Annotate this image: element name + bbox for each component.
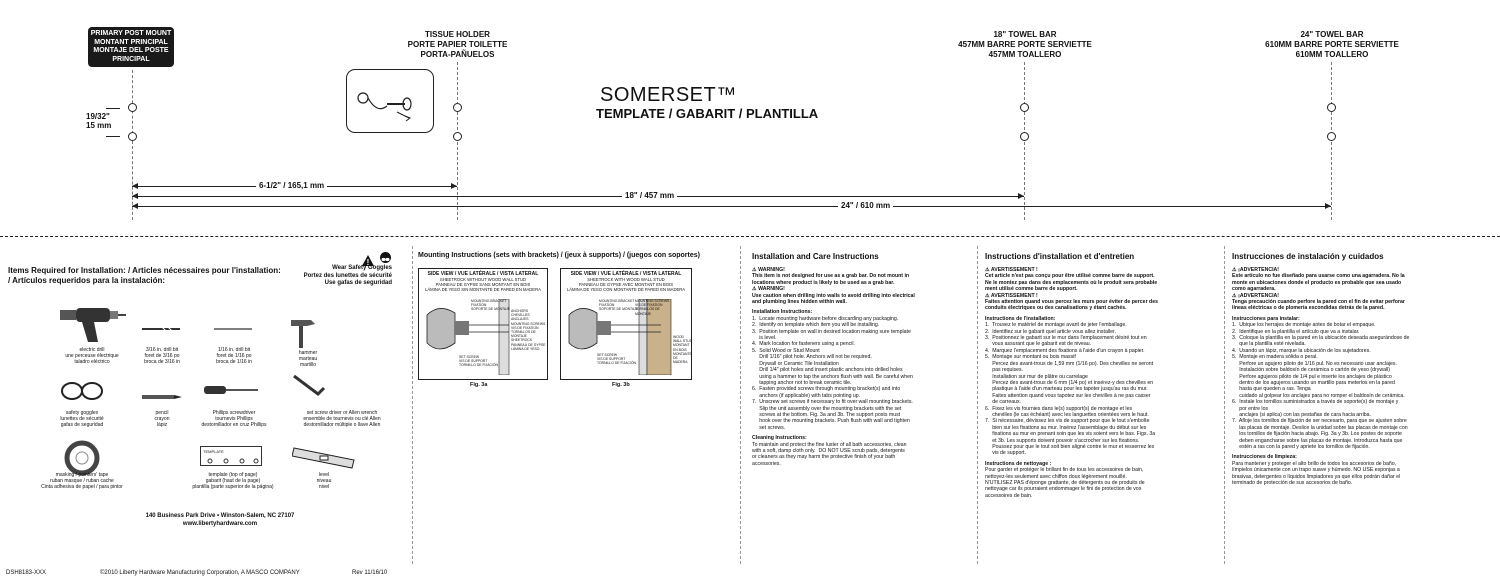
instruction-line: de carreaux. [985,399,1022,406]
spanish-title: Instrucciones de instalación y cuidados [1232,252,1384,261]
template-word: TEMPLATE [203,449,224,454]
company-address [100,512,340,528]
instruction-line: using a hammer to tap the anchors flush with wall. Be careful when [752,373,913,380]
fig-3a-label: ANCLAJES [511,317,529,322]
fig-3b-label: VIS DE SUPPORT [597,357,626,362]
tissue-holder-line: PORTE PAPIER TOILETTE [407,40,508,49]
spanish-inst-head: Instrucciones para instalar: [1232,315,1300,322]
instruction-line: cuidado al golpear los anclajes para no romper el baldosín de cerámica. [1232,392,1405,399]
care-line: To maintain and protect the fine luster of all bath accessories, clean [752,441,907,448]
instruction-line: pas requises. [985,367,1024,374]
spanish-warning-line: como agarradera. [1232,286,1276,293]
care-line: nettoyage car ils pourraient endommager le fini de protection de vos [985,486,1142,493]
fig-3a-label: VIS DE SUPPORT [459,359,488,364]
wear-goggles-note [300,265,392,288]
fig-3b-label: VIS DE FIXATION [635,303,663,308]
dimension-label-24: 24" / 610 mm [838,201,893,210]
tool-caption-line: template (top of page) [208,472,258,478]
tool-caption-line: 3/16 in. drill bit [145,347,179,353]
english-care-head: Cleaning Instructions: [752,435,807,442]
drill-bit-1-16-icon [214,320,254,338]
towel-24-line: 24" TOWEL BAR [1300,30,1364,39]
instruction-line: chevilles (le cas échéant) avec les languettes orientées vers le haut. [985,411,1149,418]
spanish-steps [1232,322,1494,450]
fig-3b-label: FIXATION [599,303,615,308]
pencil-icon [142,388,182,406]
fig-3a-label: MOUNTING SCREWS [511,321,546,326]
cut-line [0,236,1500,237]
care-line: terminado de protección de sus accesorios de baño. [1232,480,1353,486]
warning-icon [362,253,374,264]
french-warning-line: ment utilisé comme barre de support. [985,286,1078,293]
fig-3a-labels-left [471,299,515,312]
instruction-line: Instalación sobre baldosín de cerámica o cartón de yeso (drywall) [1232,367,1391,374]
mount-hole [1020,103,1029,112]
phillips-screwdriver-icon [204,382,260,403]
instruction-line: 6. Fasten provided screws through mounting bracket(s) and into [752,386,901,393]
fig-3b-label: SOPORTE DE MONTAJE [599,307,639,312]
tissue-holder-line: PORTA-PAÑUELOS [420,50,495,59]
items-required-heading [8,266,298,286]
fig-3a-label: LÁMINA DE YESO [511,346,540,351]
tool-caption-level [284,472,364,490]
fig-3b-label: TORNILLOS DE MONTAJE [635,307,660,316]
tool-caption-line: marteau [298,356,318,362]
fig-3a-label: SHEETROCK [511,338,533,343]
tool-caption-line: gafas de seguridad [60,422,104,428]
tool-caption-line: pencil [155,410,169,416]
instruction-line: 1. Locate mounting hardware before discarding any packaging. [752,315,899,322]
fig-3a-label: SOPORTE DE MONTAJE [471,307,511,312]
arrow-left [132,193,138,199]
svg-text:!: ! [366,258,370,266]
instruction-line: 4. Mark location for fasteners using a pencil. [752,341,855,348]
primary-mount-line: MONTAJE DEL POSTE [93,47,169,54]
french-warning-line: Cet article n'est pas conçu pour être utilisé comme barre de support. [985,273,1155,280]
instruction-line: 2. Identify on template which item you will be installing. [752,322,880,329]
instruction-line: fixations au mur en prenant soin que les vis soient vers le bas. Figs. 3a [985,431,1156,438]
tool-caption-line: niveau [316,478,332,484]
primary-mount-line: PRIMARY POST MOUNT [90,30,172,37]
tool-caption-line: level [318,472,330,478]
guide-line-towel-24 [1331,62,1332,220]
french-inst-head: Instructions de l'installation: [985,315,1056,322]
english-warning-line: Use caution when drilling into walls to avoid drilling into electrical [752,292,915,299]
spanish-care-head: Instrucciones de limpieza: [1232,454,1297,461]
french-warning-head: AVERTISSEMENT ! [990,267,1038,273]
fig-3a-label: VIS DE FIXATION [511,325,539,330]
instruction-line: tapping anchor not to break ceramic tile. [752,379,852,386]
dimension-label-6-5: 6-1/2" / 165,1 mm [256,181,327,190]
goggles-note-line: Use gafas de seguridad [324,280,392,286]
fig-3b-sub: LÁMINA DE YESO CON MONTANTE DE PARED EN MADERA [566,287,686,292]
instruction-line: anchors (if applicable) with tabs pointing up. [752,392,861,399]
tool-caption-line: gabarit (haut de la page) [205,478,261,484]
instruction-line: deben engancharse sobre las placas de montaje. Introduzca hasta que [1232,437,1403,444]
spanish-care [1232,461,1494,487]
instruction-line: screws at the bottom. Fig. 3a and 3b. The support posts must [752,411,901,418]
instruction-line: las placas de montaje. Deslice la unidad sobre las placas de montaje con [1232,424,1408,431]
mount-hole [1327,103,1336,112]
tool-caption-hammer [268,350,348,368]
template-subtitle: TEMPLATE / GABARIT / PLANTILLA [596,106,819,121]
mount-hole [128,132,137,141]
tissue-holder-icon [346,69,434,133]
instruction-line: Percez des avant-trous de 6 mm (1/4 po) et insérez-y des chevilles en [985,379,1154,386]
mount-hole [1020,132,1029,141]
fig-3a-sub: SHEETROCK WITHOUT WOOD WALL STUD [439,277,527,282]
instruction-line: set screws. [752,424,786,431]
fig-3b-label: MONTANTE DE MADERA [673,351,692,365]
instruction-line: dentro de los agujeros usando un martillo para meterlos en la pared [1232,379,1395,386]
instruction-line: 2. Identifiez sur le gabarit quel article vous allez installer. [985,328,1116,335]
instruction-line: 4. Usando un lápiz, marque la ubicación de los sujetadores. [1232,347,1371,354]
instruction-line: 6. Fixez les vis fournies dans le(s) support(s) de montage et les [985,405,1133,412]
items-title-line: / Artículos requeridos para la instalación: [8,276,166,285]
fig-3b-labels-screws [635,299,675,316]
instruction-line: 1. Trouvez le matériel de montage avant de jeter l'emballage. [985,322,1127,329]
instruction-line: Installation sur mur de plâtre ou carrelage [985,373,1088,380]
care-line: Pour garder et protéger le brillant fin de tous les accessoires de bain, [985,467,1144,474]
english-warning-line: and plumbing lines hidden within wall. [752,299,847,306]
spanish-instructions: Instrucciones de instalación y cuidados ⚠ ¡ADVERTENCIA! Este artículo no fue diseñado para usarse como una agarradera. No la monte en ubicaciones donde el producto es probable que sea usado como agarradera. ⚠ ¡ADVERTENCIA! Tenga precaución cuando perfore la pared con el fin de evitar perforar líneas eléctricas o de plomería escondidas detrás de la pared. Instrucciones para instalar: 1. Ubique los herrajes de montaje antes de botar el empaque. 2. Identifique en la plantilla el artículo que va a instalar. 3. Coloque la plantilla en la pared en la ubicación deseada asegurándose de que la plantilla esté nivelada. 4. Usando un lápiz, marque la ubicación de los sujetadores. 5. Montaje en madera sólida o peral. Perfore un agujero piloto de 1/16 pul. No es necesario usar anclajes. Instalación sobre baldosín de cerámica o cartón de yeso (drywall) Perfore agujeros piloto de 1/4 pul e inserte los anclajes de plástico dentro de los agujeros usando un martillo para meterlos en la pared hasta que queden a ras. Tenga cuidado al golpear los anclajes para no romper el baldosín de cerámica. 6. Instale los tornillos suministrados a través de soporte(s) de montaje y por entre los anclajes (si aplica) con las pestañas de cara hacia arriba. 7. Afloje los tornillos de fijación de ser necesario, para que se ajusten sobre las placas de montaje. Deslice la unidad sobre las placas de montaje con los tornillos de fijación hacia abajo. Fig. 3a y 3b. Los postes de soporte deben engancharse sobre las placas de montaje. Introduzca hasta que estén a ras con la pared y apriete los tornillos de fijación. Instrucciones de limpieza: Para mantener y proteger el alto brillo de todos los accesorios de baño, límpielos únicamente con un trapo suave y húmedo. NO USE esponjas a brasivas, detergentes o líquidos limpiadores ya que ellos podrán dañar el terminado de protección de sus accesorios de baño. [1232,252,1494,486]
care-line: accessories. [752,460,781,467]
instruction-line: 5. Montage sur montant ou bois massif [985,354,1076,361]
fig-3b-labels-bottom [597,353,641,366]
instruction-line: Perfore un agujero piloto de 1/16 pul. No es necesario usar anclajes. [1232,360,1397,367]
care-line: or cleaners as they may harm the protective finish of your bath [752,454,896,461]
drill-bit-3-16-icon [142,320,182,338]
french-warning-line: Faites attention quand vous percez les murs pour éviter de percer des [985,299,1158,306]
french-warning-head: AVERTISSEMENT ! [990,292,1038,299]
english-warning-line: locations where product is likely to be used as a grab bar. [752,279,895,286]
tool-caption-line: destornillador múltiple o llave Allen [303,422,381,428]
fig-3b-label: TORNILLO DE FIJACIÓN [597,361,636,366]
mount-hole [1327,132,1336,141]
fig-3b-label: MOUNTING SCREWS [635,299,670,303]
instruction-line: bien sur les fixations au mur. Insérez l'assemblage du début sur les [985,424,1147,431]
instruction-line: Drill 1/16" pilot hole. Anchors will not be required. [752,354,872,361]
instruction-line: et 3b. Les supports doivent pouvoir s'accrocher sur les fixations. [985,437,1140,444]
care-line: brasivas, detergentes o líquidos limpiadores ya que ellos podrán dañar el [1232,473,1401,480]
tool-caption-line: Cinta adhesiva de papel / para pintor [41,484,123,490]
hammer-icon [285,316,325,353]
fig-3a-label: ANCHORS [511,309,528,313]
website-line: www.libertyhardware.com [182,521,258,527]
instruction-line: Faites attention quand vous tapotez sur les chevilles à ne pas casser [985,392,1151,399]
towel-18-line: 457MM TOALLERO [988,50,1062,59]
fig-3a-label: MOUNTING BRACKET [471,299,507,303]
french-steps [985,322,1221,457]
instruction-line: 6. Instale los tornillos suministrados a través de soporte(s) de montaje y [1232,399,1399,406]
copyright: ©2010 Liberty Hardware Manufacturing Corporation, A MASCO COMPANY [100,570,300,576]
figure-3a [418,268,548,380]
towel-18-line: 457MM BARRE PORTE SERVIETTE [958,40,1092,49]
tool-caption-line: 1/16 in. drill bit [217,347,251,353]
primary-mount-line: MONTANT PRINCIPAL [94,38,168,46]
tissue-holder-line: TISSUE HOLDER [425,30,490,39]
column-divider [977,246,978,564]
towel-18-line: 18" TOWEL BAR [993,30,1057,39]
tool-caption-line: lunettes de sécurité [60,416,104,422]
fig-3a-label: TORNILLOS DE MONTAJE [511,330,536,339]
towel-bar-18-label [955,30,1095,60]
instruction-line: 4. Marquez l'emplacement des fixations à l'aide d'un crayon à papier. [985,347,1145,354]
fig-3b-label: SET SCREW [597,353,618,357]
tool-caption-line: masking / painters' tape [55,472,109,478]
french-title: Instructions d'installation et d'entretien [985,252,1135,261]
template-icon [200,446,262,466]
care-line: nettoyez-les seulement avec chiffon doux légèrement mouillé. [985,473,1127,480]
tool-caption-line: lápiz [156,422,168,428]
arrow-right [1018,193,1024,199]
care-line: with a soft, damp cloth only. DO NOT USE scrub pads, detergents [752,447,905,454]
fig-3a-labels-right [511,309,549,351]
french-warning-line: Ne le montez pas dans des emplacements où le produit sera probable [985,279,1158,286]
spanish-warning-line: líneas eléctricas o de plomería escondidas detrás de la pared. [1232,305,1385,312]
tool-caption-line: destornillador en cruz Phillips [201,422,267,428]
tool-caption-allen [286,410,398,428]
tool-caption-line: safety goggles [65,410,99,416]
tool-caption-line: electric drill [79,347,105,353]
tool-caption-line: taladro eléctrico [74,359,110,365]
towel-24-line: 610MM BARRE PORTE SERVIETTE [1265,40,1399,49]
fig-3b-sub: SHEETROCK WITH WOOD WALL STUD [587,277,665,282]
instruction-line: 7. Si nécessaire, dévissez les vis de support pour que le tout s'emboîte [985,418,1150,425]
towel-24-line: 610MM TOALLERO [1295,50,1369,59]
instruction-line: 2. Identifique en la plantilla el artículo que va a instalar. [1232,328,1360,335]
instruction-line: 7. Unscrew set screws if necessary to fit over wall mounting brackets. [752,399,913,406]
column-divider [740,246,741,564]
towel-bar-24-label [1262,30,1402,60]
care-line: N'UTILISEZ PAS d'éponge grattante, de détergents ou de produits de [985,480,1145,486]
instruction-line: Drill 1/4" pilot holes and insert plastic anchors into drilled holes [752,367,903,374]
fig-3a-sub: PANNEAU DE GYPSE SANS MONTANT EN BOIS [435,282,531,287]
tool-caption-line: crayon [154,416,170,422]
instruction-line: anclajes (si aplica) con las pestañas de cara hacia arriba. [1232,411,1371,418]
mount-hole [453,103,462,112]
tool-caption-tape [28,472,136,490]
arrow-left [132,183,138,189]
english-warning-head: WARNING! [758,286,785,293]
fig-3a-label: FIXATION [471,303,487,308]
spanish-warning-line: Tenga precaución cuando perfore la pared con el fin de evitar perforar [1232,299,1405,306]
fig-3b-caption: Fig. 3b [612,382,630,388]
column-divider [412,246,413,564]
guide-line-towel-18 [1024,62,1025,220]
tool-caption-line: ruban masque / ruban cache [50,478,114,484]
instruction-line: 3. Coloque la plantilla en la pared en la ubicación deseada asegurándose de [1232,335,1410,342]
goggles-icon [380,252,391,263]
instruction-line: vis de support. [985,450,1026,457]
spanish-warning-line: Este artículo no fue diseñado para usarse como una agarradera. No la [1232,273,1405,280]
hole-spacing-mm: 15 mm [86,121,112,130]
fig-3a-label: CHEVILLES [511,313,530,318]
tool-caption-line: broca de 3/16 in [144,359,180,365]
english-title: Installation and Care Instructions [752,252,879,261]
hole-spacing-inch: 19/32" [86,112,110,121]
instruction-line: 3. Position template on wall in desired location making sure template [752,328,911,335]
fig-3a-label: TORNILLO DE FIJACIÓN [459,363,498,368]
tool-caption-line: plantilla (parte superior de la página) [192,484,274,490]
mounting-instructions-title: Mounting Instructions (sets with brackets) / (jeux à supports) / (juegos con soportes) [418,252,700,259]
fig-3b-labels-top [599,299,639,312]
address-line: 140 Business Park Drive • Winston-Salem, NC 27107 [145,513,295,519]
instruction-line: 1. Ubique los herrajes de montaje antes de botar el empaque. [1232,322,1376,329]
primary-post-mount-label [88,27,174,67]
fig-3a-labels-bottom [459,355,503,368]
fig-3b-label: WOOD WALL STUD [673,335,693,344]
column-divider [1224,246,1225,564]
instruction-line: Slip the unit assembly over the mounting brackets with the set [752,405,902,412]
tool-caption-line: foret de 1/16 po [216,353,252,359]
fig-3b-sub: PANNEAU DE GYPSE AVEC MONTANT EN BOIS [578,282,674,287]
tool-caption-screwdriver [186,410,282,428]
care-line: accessoires de bain. [985,492,1033,499]
tool-caption-line: martillo [299,362,317,368]
fig-3a-caption: Fig. 3a [470,382,488,388]
electric-drill-icon [58,302,126,351]
tool-caption-line: une perceuse électrique [65,353,119,359]
safety-goggles-icon [60,380,104,407]
tool-caption-line: ensemble de tournevis ou clé Allen [303,416,381,422]
allen-wrench-icon [290,372,326,407]
english-inst-head: Installation Instructions: [752,309,813,316]
spanish-warning-head: ¡ADVERTENCIA! [1238,292,1280,299]
goggles-note-line: Portez des lunettes de sécurité [303,272,392,279]
product-title: SOMERSET™ [600,84,737,106]
fig-3b-header: SIDE VIEW / VUE LATÉRALE / VISTA LATERAL [570,271,682,277]
primary-mount-line: PRINCIPAL [112,55,150,63]
instruction-line: por entre los [1232,405,1269,412]
mount-hole [453,132,462,141]
tool-caption-line: Phillips screwdriver [212,410,256,416]
instruction-line: 5. Solid Wood or Stud Mount [752,347,820,354]
english-warning-line: This item is not designed for use as a grab bar. Do not mount in [752,273,910,280]
fig-3b-labels-stud [673,335,693,364]
instruction-line: que la plantilla esté nivelada. [1232,341,1306,348]
tool-caption-line: set screw driver or Allen wrench [306,410,378,416]
mount-hole [128,103,137,112]
spanish-warning-head: ¡ADVERTENCIA! [1238,267,1280,273]
instruction-line: is level. [752,335,777,342]
dimension-line-18 [132,196,1024,197]
tool-caption-drill [52,347,132,365]
arrow-left [132,203,138,209]
figure-3b [560,268,692,380]
instruction-line: 3. Positionnez le gabarit sur le mur dans l'emplacement désiré tout en [985,335,1147,342]
fig-3a-header: SIDE VIEW / VUE LATÉRALE / VISTA LATERAL [427,271,539,277]
fig-3a-sub: LÁMINA DE YESO SIN MONTANTE DE PARED EN MADERA [425,287,541,292]
fig-3b-label: MONTANT EN BOIS [673,343,690,352]
tool-caption-bit-1-16 [194,347,274,365]
instruction-line: Drywall or Ceramic Tile Installation [752,360,839,367]
document-code: DSH8183-XXX [6,570,47,576]
instruction-line: 7. Afloje los tornillos de fijación de ser necesario, para que se ajusten sobre [1232,418,1407,425]
english-instructions: Installation and Care Instructions ⚠ WARNING! This item is not designed for use as a grab bar. Do not mount in locations where product is likely to be used as a grab bar. ⚠ WARNING! Use caution when drilling into walls to avoid drilling into electrical and plumbing lines hidden within wall. Installation Instructions: 1. Locate mounting hardware before discarding any packaging. 2. Identify on template which item you will be installing. 3. Position template on wall in desired location making sure template is level. 4. Mark location for fasteners using a pencil. 5. Solid Wood or Stud Mount Drill 1/16" pilot hole. Anchors will not be required. Drywall or Ceramic Tile Installation Drill 1/4" pilot holes and insert plastic anchors into drilled holes using a hammer to tap the anchors flush with wall. Be careful when tapping anchor not to break ceramic tile. 6. Fasten provided screws through mounting bracket(s) and into anchors (if applicable) with tabs pointing up. 7. Unscrew set screws if necessary to fit over wall mounting brackets. Slip the unit assembly over the mounting brackets with the set screws at the bottom. Fig. 3a and 3b. The support posts must hook over the mounting brackets. Push flush with wall and tighten set screws. Cleaning Instructions: To maintain and protect the fine luster of all bath accessories, clean with a soft, damp cloth only. DO NOT USE scrub pads, detergents or cleaners as they may harm the protective finish of your bath accessories. [752,252,974,467]
fig-3a-label: PANNEAU DE GYPSE [511,342,546,347]
tool-caption-line: hammer [298,350,318,356]
instruction-line: 5. Montaje en madera sólida o peral. [1232,354,1318,361]
arrow-right [451,183,457,189]
tool-caption-bit-3-16 [122,347,202,365]
french-care [985,467,1221,499]
english-warning-head: WARNING! [758,267,785,273]
tool-caption-template [178,472,288,490]
instruction-line: hook over the mounting brackets. Push flush with wall and tighten [752,418,910,425]
french-warning-line: conduits électriques ou des canalisations y étant cachés. [985,305,1127,312]
dimension-label-18: 18" / 457 mm [622,191,677,200]
english-care [752,442,974,468]
english-steps [752,316,974,431]
dimension-line-24 [132,206,1331,207]
french-care-head: Instructions de nettoyage : [985,460,1052,467]
fig-3b-label: MOUNTING BRACKET [599,299,635,303]
instruction-line: vous assurant que le gabarit est de niveau. [985,341,1092,348]
spanish-warning-line: monte en ubicaciones donde el producto es probable que sea usado [1232,279,1402,286]
items-title-line: Items Required for Installation: / Articles nécessaires pour l'installation: [8,266,281,275]
tool-caption-line: foret de 3/16 po [144,353,180,359]
goggles-note-line: Wear Safety Goggles [332,265,392,271]
care-line: Para mantener y proteger el alto brillo de todos los accesorios de baño, [1232,460,1397,467]
tool-caption-line: broca de 1/16 in [216,359,252,365]
instruction-line: Percez des avant-trous de 1,59 mm (1/16 po). Des chevilles ne seront [985,360,1154,367]
instruction-line: Poussez pour que le tout soit bien aligné contre le mur et resserrez les [985,443,1155,450]
arrow-right [1325,203,1331,209]
instruction-line: Perfore agujeros piloto de 1/4 pul e inserte los anclajes de plástico [1232,373,1392,380]
hole-spacing-label [86,112,111,130]
instruction-line: estén a ras con la pared y apriete los tornillos de fijación. [1232,443,1370,450]
fig-3a-label: SET SCREW [459,355,480,359]
revision: Rev 11/16/10 [352,570,388,576]
tool-caption-goggles [42,410,122,428]
tool-caption-line: tournevis Phillips [215,416,253,422]
french-instructions: Instructions d'installation et d'entretien ⚠ AVERTISSEMENT ! Cet article n'est pas conçu pour être utilisé comme barre de support. Ne le montez pas dans des emplacements où le produit sera probable ment utilisé comme barre de support. ⚠ AVERTISSEMENT ! Faites attention quand vous percez les murs pour éviter de percer des conduits électriques ou des canalisations y étant cachés. Instructions de l'installation: 1. Trouvez le matériel de montage avant de jeter l'emballage. 2. Identifiez sur le gabarit quel article vous allez installer. 3. Positionnez le gabarit sur le mur dans l'emplacement désiré tout en vous assurant que le gabarit est de niveau. 4. Marquez l'emplacement des fixations à l'aide d'un crayon à papier. 5. Montage sur montant ou bois massif Percez des avant-trous de 1,59 mm (1/16 po). Des chevilles ne seront pas requises. Installation sur mur de plâtre ou carrelage Percez des avant-trous de 6 mm (1/4 po) et insérez-y des chevilles en plastique à l'aide d'un marteau pour les tapoter jusqu'au ras du mur. Faites attention quand vous tapotez sur les chevilles à ne pas casser de carreaux. 6. Fixez les vis fournies dans le(s) support(s) de montage et les chevilles (le cas échéant) avec les languettes orientées vers le haut. 7. Si nécessaire, dévissez les vis de support pour que le tout s'emboîte bien sur les fixations au mur. Insérez l'assemblage du début sur les fixations au mur en prenant soin que les vis soient vers le bas. Figs. 3a et 3b. Les supports doivent pouvoir s'accrocher sur les fixations. Poussez pour que le tout soit bien aligné contre le mur et resserrez les vis de support. Instructions de nettoyage : Pour garder et protéger le brillant fin de tous les accessoires de bain, nettoyez-les seulement avec chiffon doux légèrement mouillé. N'UTILISEZ PAS d'éponge grattante, de détergents ou de produits de nettoyage car ils pourraient endommager le fini de protection de vos accessoires de bain. [985,252,1221,499]
instruction-line: hasta que queden a ras. Tenga [1232,386,1311,393]
instruction-line: los tornillos de fijación hacia abajo. Fig. 3a y 3b. Los postes de soporte [1232,431,1402,438]
care-line: límpielos únicamente con un trapo suave y húmedo. NO USE esponjas a [1232,467,1400,474]
tissue-holder-label [395,30,520,60]
instruction-line: plastique à l'aide d'un marteau pour les tapoter jusqu'au ras du mur. [985,386,1148,393]
tool-caption-line: nivel [318,484,330,490]
